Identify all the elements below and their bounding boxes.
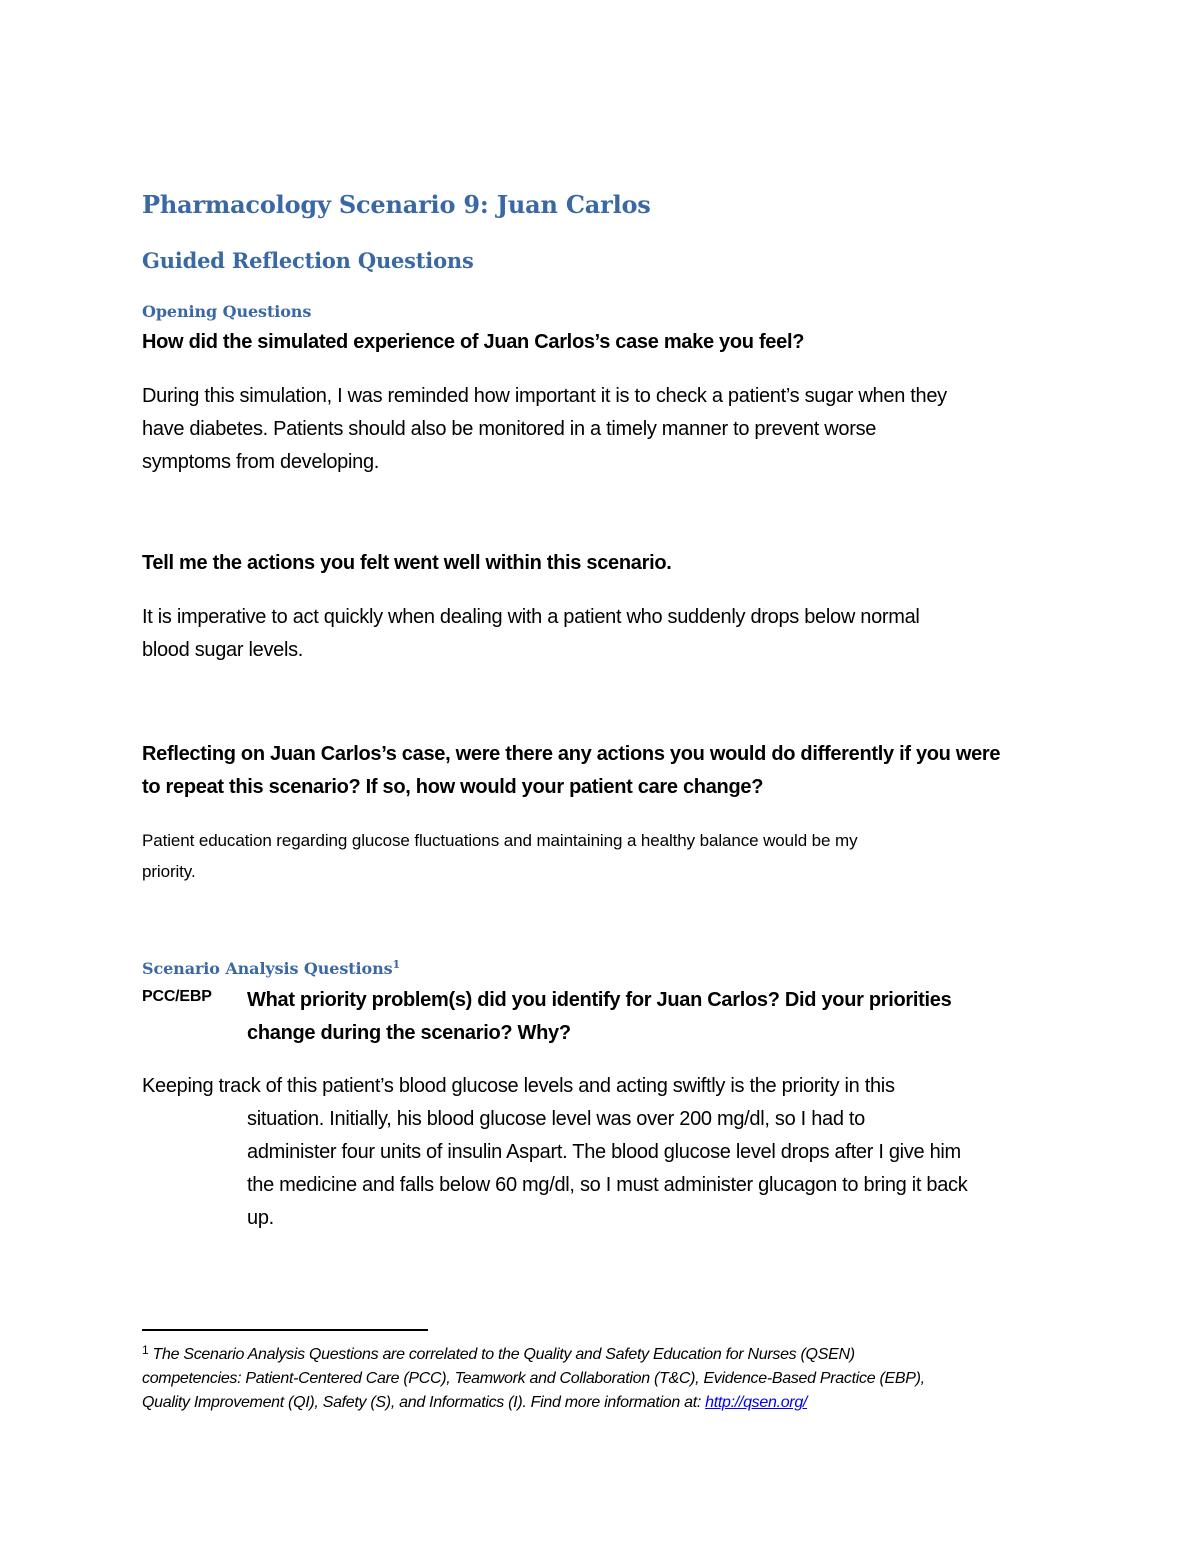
document-subtitle: Guided Reflection Questions [142,248,474,273]
opening-answer-1 [142,380,947,479]
competency-tag: PCC/EBP [142,988,212,1005]
opening-answer-3 [142,825,857,887]
footnote-mark: 1 [142,1343,149,1357]
footnote-separator [142,1329,428,1331]
answer-line: up. [247,1207,274,1229]
answer-line: have diabetes. Patients should also be monitored in a timely manner to prevent worse [142,418,877,440]
footnote-line: competencies: Patient-Centered Care (PCC), Teamwork and Collaboration (T&C), Evidence-Based Practice (EBP), [142,1370,925,1387]
answer-line: situation. Initially, his blood glucose level was over 200 mg/dl, so I had to [247,1108,865,1130]
answer-line: priority. [142,862,196,881]
footnote [142,1338,925,1415]
opening-answer-2 [142,601,920,667]
question-line: What priority problem(s) did you identify for Juan Carlos? Did your priorities [247,989,952,1011]
footnote-line [142,1338,925,1367]
scenario-analysis-heading [142,958,400,978]
scenario-analysis-heading-text: Scenario Analysis Questions [142,959,393,978]
question-line: Reflecting on Juan Carlos’s case, were there any actions you would do differently if you were [142,743,1001,765]
footnote-text: The Scenario Analysis Questions are correlated to the Quality and Safety Education for Nurses (QSEN) [148,1346,855,1363]
question-line: change during the scenario? Why? [247,1022,571,1044]
answer-line: During this simulation, I was reminded how important it is to check a patient’s sugar when they [142,385,947,407]
answer-line: symptoms from developing. [142,451,380,473]
opening-question-1: How did the simulated experience of Juan Carlos’s case make you feel? [142,331,805,353]
answer-line: administer four units of insulin Aspart. The blood glucose level drops after I give him [247,1141,961,1163]
answer-line: blood sugar levels. [142,639,304,661]
qsen-link[interactable]: http://qsen.org/ [705,1394,808,1411]
analysis-answer-first-line: Keeping track of this patient’s blood glucose levels and acting swiftly is the priority in this [142,1075,895,1097]
answer-line: It is imperative to act quickly when dealing with a patient who suddenly drops below normal [142,606,920,628]
footnote-text: Quality Improvement (QI), Safety (S), and Informatics (I). Find more information at: [142,1394,706,1411]
opening-questions-heading: Opening Questions [142,302,312,321]
answer-line: the medicine and falls below 60 mg/dl, so I must administer glucagon to bring it back [247,1174,968,1196]
opening-question-3 [142,738,1000,804]
opening-question-2: Tell me the actions you felt went well within this scenario. [142,552,672,574]
footnote-reference: 1 [392,958,401,971]
question-line: to repeat this scenario? If so, how would your patient care change? [142,776,764,798]
footnote-line [142,1391,925,1415]
analysis-answer [247,1103,967,1235]
document-title: Pharmacology Scenario 9: Juan Carlos [142,190,651,219]
answer-line: Patient education regarding glucose fluctuations and maintaining a healthy balance would be my [142,831,858,850]
analysis-question [247,984,951,1050]
